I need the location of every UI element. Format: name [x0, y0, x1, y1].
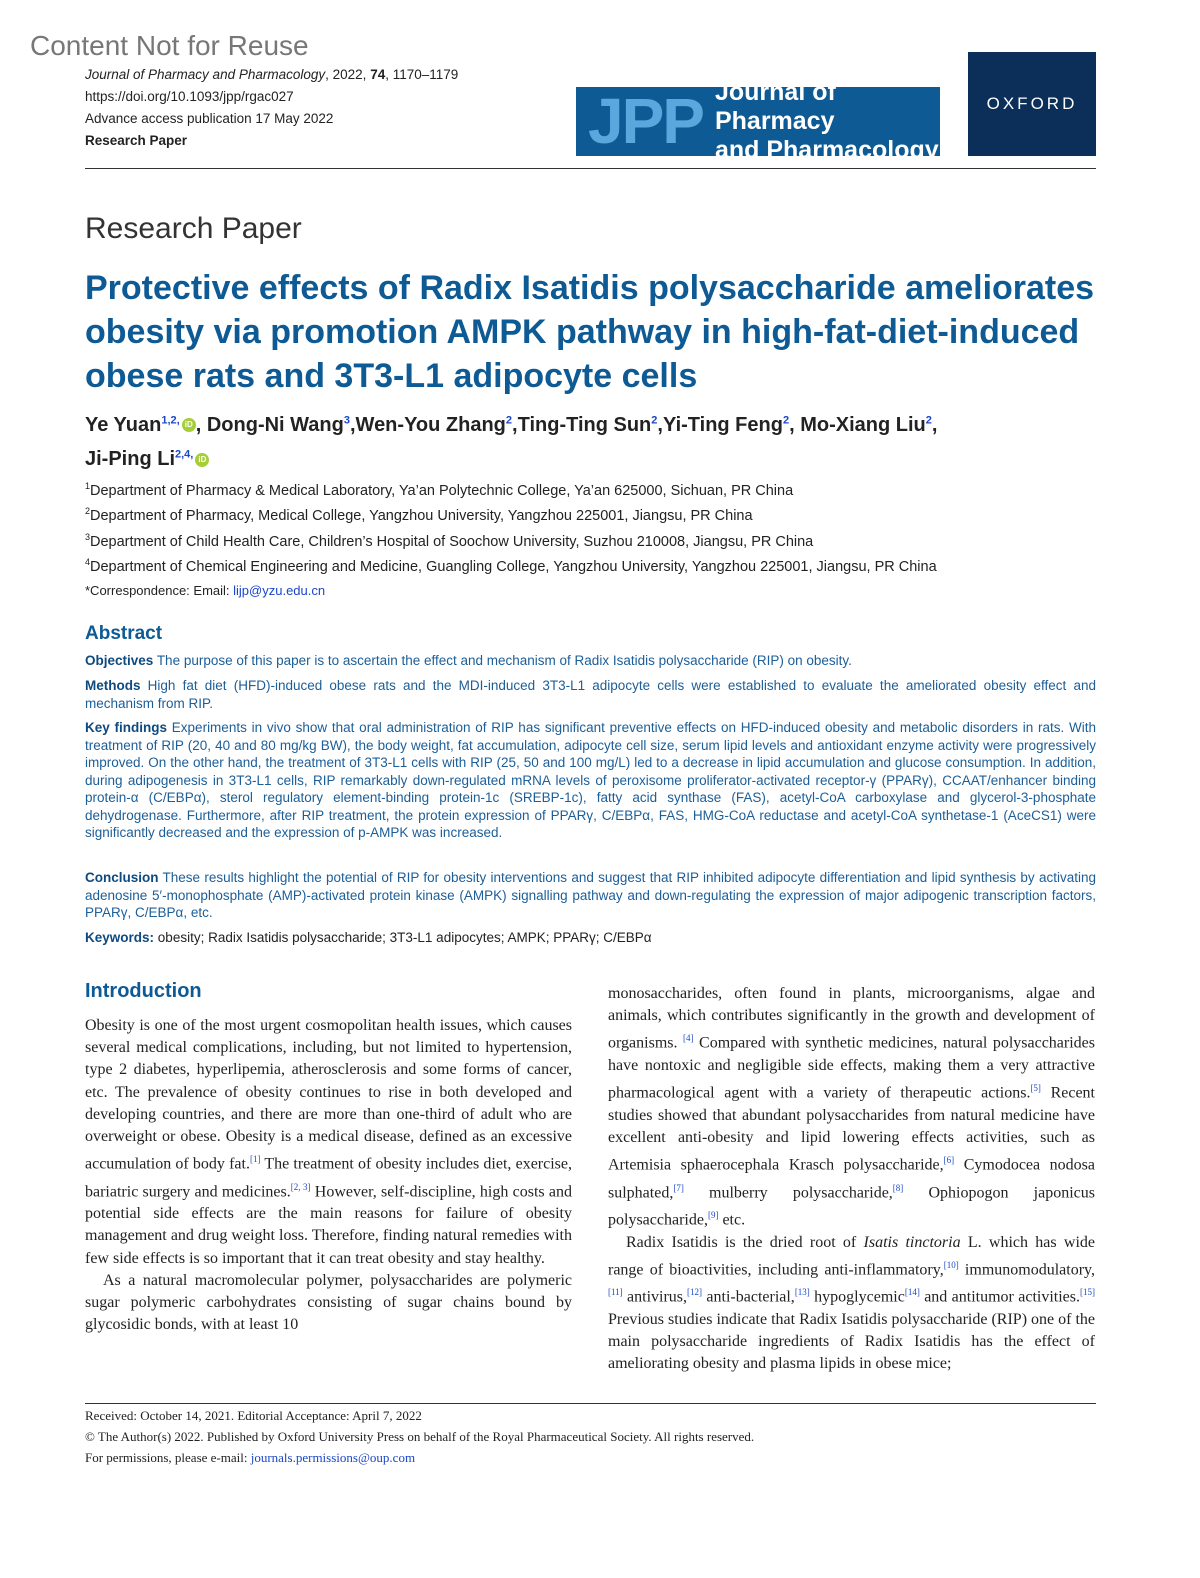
text-run: etc.: [718, 1211, 746, 1229]
article-type: Research Paper: [85, 133, 188, 148]
text-run: The treatment of obesity includes diet, exercise, bariatric surgery and medicines.: [85, 1155, 573, 1201]
footer: [85, 1405, 754, 1468]
citation-ref[interactable]: [1]: [249, 1154, 261, 1165]
abstract-heading: Abstract: [85, 623, 163, 644]
permissions-label: For permissions, please e-mail:: [85, 1450, 251, 1465]
text-run: anti-bacterial,: [702, 1288, 795, 1306]
citation-year: , 2022,: [325, 67, 371, 82]
citation: [85, 64, 458, 86]
citation-ref[interactable]: [6]: [943, 1155, 955, 1166]
author-affiliation-marker: 2: [505, 414, 513, 426]
text-run: Cymodocea nodosa sulphated,: [608, 1156, 1096, 1201]
author-name: Wen-You Zhang: [355, 413, 506, 436]
abstract-key-findings: [85, 719, 1096, 842]
affiliation-text: Department of Pharmacy, Medical College, Yangzhou University, Yangzhou 225001, Jiangsu, PR China: [90, 508, 753, 525]
citation-ref[interactable]: [14]: [904, 1287, 920, 1298]
section-label: Research Paper: [85, 212, 302, 245]
received-dates: Received: October 14, 2021. Editorial Acceptance: April 7, 2022: [85, 1408, 422, 1423]
jpp-logo[interactable]: [576, 78, 940, 164]
citation-ref[interactable]: [8]: [892, 1182, 904, 1193]
keywords-text: obesity; Radix Isatidis polysaccharide; 3T3-L1 adipocytes; AMPK; PPARγ; C/EBPα: [157, 930, 652, 945]
text-run: Obesity is one of the most urgent cosmopolitan health issues, which causes several medical complications, including, but not limited to hypertension, type 2 diabetes, hyperlipemia, atherosclerosis and some forms of cancer, etc. The prevalence of obesity continues to rise in both developed and developing countries, and there are more than one-third of adult who are overweight or obese. Obesity is a medical disease, defined as an excessive accumulation of body fat.: [85, 1017, 572, 1173]
citation-journal: Journal of Pharmacy and Pharmacology: [85, 67, 326, 82]
author-affiliation-marker: 2: [782, 414, 790, 426]
abstract-methods: [85, 677, 1096, 712]
affiliations: [85, 476, 937, 602]
citation-ref[interactable]: [9]: [707, 1210, 719, 1221]
text-run: antivirus,: [622, 1288, 688, 1306]
author-name: Yi-Ting Feng: [662, 413, 783, 436]
journal-meta: [85, 64, 458, 152]
text-run: L. which has wide range of bioactivities, including anti-inflammatory,: [608, 1233, 1096, 1279]
conclusion-label: Conclusion: [85, 870, 159, 885]
text-run: As a natural macromolecular polymer, polysaccharides are polymeric sugar polymeric carbohydrates consisting of sugar chains bound by glycosidic bonds, with at least 10: [85, 1271, 572, 1334]
author: [207, 414, 356, 436]
abstract-conclusion: [85, 869, 1096, 922]
text-run: Ophiopogon japonicus polysaccharide,: [608, 1183, 1095, 1229]
objectives-label: Objectives: [85, 653, 154, 668]
author-affiliation-marker: 1,2,: [161, 414, 180, 426]
text-run: Radix Isatidis is the dried root of: [626, 1233, 864, 1251]
italic-text: Isatis tinctoria: [863, 1233, 961, 1251]
author-separator: ,: [512, 413, 518, 436]
orcid-icon[interactable]: iD: [195, 453, 209, 467]
affiliation-list: [85, 476, 937, 577]
author: [518, 414, 663, 436]
author-name: Ji-Ping Li: [85, 448, 175, 471]
text-run: and antitumor activities.: [919, 1288, 1081, 1306]
intro-left-column: [85, 1015, 572, 1337]
intro-paragraph: [608, 1232, 1095, 1376]
oxford-logo[interactable]: OXFORD: [968, 52, 1096, 156]
affiliation: [85, 476, 937, 501]
author-list: [85, 405, 1115, 474]
text-run: immunomodulatory,: [958, 1261, 1095, 1279]
abstract-objectives: [85, 652, 1096, 670]
author-affiliation-marker: 2: [651, 414, 658, 426]
jpp-logo-name: [715, 78, 940, 165]
introduction-heading: Introduction: [85, 980, 202, 1002]
keywords-label: Keywords:: [85, 930, 155, 945]
author-separator: ,: [349, 413, 356, 436]
citation-ref[interactable]: [15]: [1080, 1287, 1096, 1298]
correspondence-email[interactable]: lijp@yzu.edu.cn: [233, 583, 326, 599]
keywords: [85, 930, 652, 945]
conclusion-text: These results highlight the potential of RIP for obesity interventions and suggest that RIP inhibited adipocyte differentiation and lipid synthesis by activating adenosine 5′-monophosphate (AMP)-activated protein kinase (AMPK) signalling pathway and down-regulating the expression of major adipogenic transcription factors, PPARγ, C/EBPα, etc.: [85, 870, 1096, 920]
key-findings-label: Key findings: [85, 720, 168, 735]
author-name: Ting-Ting Sun: [517, 413, 652, 436]
text-run: Recent studies showed that abundant polysaccharides from natural medicine have excellent anti-obesity and lipid lowering effects activities, such as Artemisia sphaerocephala Krasch polysaccharide,: [608, 1084, 1095, 1174]
author-name: Ye Yuan: [85, 413, 162, 436]
citation-ref[interactable]: [2, 3]: [290, 1181, 311, 1192]
advance-access: Advance access publication 17 May 2022: [85, 111, 334, 126]
author-separator: ,: [195, 413, 207, 436]
correspondence: [85, 581, 937, 602]
affiliation-text: Department of Pharmacy & Medical Laboratory, Ya’an Polytechnic College, Ya’an 625000, Sichuan, PR China: [90, 482, 794, 499]
text-run: mulberry polysaccharide,: [683, 1183, 893, 1201]
author-affiliation-marker: 3: [343, 414, 350, 426]
text-run: Compared with synthetic medicines, natural polysaccharides have nontoxic and negligible side effects, making them a very attractive pharmacological agent with a variety of therapeutic actions.: [608, 1034, 1096, 1102]
affiliation-text: Department of Child Health Care, Children’s Hospital of Soochow University, Suzhou 210008, Jiangsu, PR China: [90, 533, 814, 550]
methods-text: High fat diet (HFD)-induced obese rats and the MDI-induced 3T3-L1 adipocyte cells were established to evaluate the ameliorated obesity effect and mechanism from RIP.: [85, 678, 1096, 711]
text-run: Previous studies indicate that Radix Isatidis polysaccharide (RIP) one of the main polysaccharide ingredients of Radix Isatidis has the effect of ameliorating obesity and plasma lipids in obese mice;: [608, 1310, 1095, 1373]
text-run: However, self-discipline, high costs and potential side effects are the main reasons for failure of obesity management and drug weight loss. Therefore, finding natural remedies with few side effects is so important that it can treat obesity and stay healthy.: [85, 1183, 573, 1267]
author: [663, 414, 800, 436]
permissions-email[interactable]: journals.permissions@oup.com: [250, 1450, 416, 1465]
author-affiliation-marker: 2,4,: [175, 448, 194, 461]
methods-label: Methods: [85, 678, 141, 693]
jpp-logo-letters: JPP: [588, 85, 703, 157]
copyright: © The Author(s) 2022. Published by Oxford University Press on behalf of the Royal Pharmaceutical Society. All rights reserved.: [85, 1429, 755, 1444]
intro-paragraph: [608, 983, 1095, 1232]
intro-right-column: [608, 983, 1095, 1376]
correspondence-label: *Correspondence: Email:: [85, 583, 234, 599]
permissions: [85, 1447, 754, 1468]
citation-pages: , 1170–1179: [385, 67, 459, 82]
objectives-text: The purpose of this paper is to ascertain the effect and mechanism of Radix Isatidis polysaccharide (RIP) on obesity.: [156, 653, 852, 668]
author-name: Dong-Ni Wang: [206, 413, 344, 436]
author: [85, 448, 209, 470]
citation-ref[interactable]: [4]: [683, 1033, 694, 1044]
author-affiliation-marker: 2: [925, 414, 932, 426]
doi-link[interactable]: https://doi.org/10.1093/jpp/rgac027: [85, 89, 294, 104]
citation-volume: 74: [370, 67, 386, 82]
citation-ref[interactable]: [7]: [673, 1182, 684, 1193]
author-separator: ,: [789, 413, 801, 436]
affiliation: [85, 527, 937, 552]
jpp-logo-name-line2: and Pharmacology: [714, 136, 939, 164]
intro-paragraph: [85, 1015, 572, 1270]
citation-ref[interactable]: [10]: [943, 1259, 959, 1270]
citation-ref[interactable]: [13]: [794, 1287, 810, 1298]
affiliation-text: Department of Chemical Engineering and Medicine, Guangling College, Yangzhou University, Yangzhou 225001, Jiangsu, PR China: [90, 558, 937, 575]
author: [800, 414, 937, 436]
affiliation: [85, 552, 937, 577]
header-divider: [85, 168, 1096, 169]
footer-divider: [85, 1403, 1096, 1404]
affiliation-number: 4: [85, 556, 91, 567]
article-title: Protective effects of Radix Isatidis polysaccharide ameliorates obesity via promotion AMPK pathway in high-fat-diet-induced obese rats and 3T3-L1 adipocyte cells: [85, 269, 1095, 395]
affiliation: [85, 501, 937, 526]
author: [85, 414, 207, 436]
watermark: Content Not for Reuse: [30, 30, 309, 61]
key-findings-text: Experiments in vivo show that oral administration of RIP has significant preventive effects on HFD-induced obesity and metabolic disorders in rats. With treatment of RIP (20, 40 and 80 mg/kg BW), the body weight, fat accumulation, adipocyte cell size, serum lipid levels and antioxidant enzyme activity were progressively improved. On the other hand, the treatment of 3T3-L1 cells with RIP (25, 50 and 100 mg/L) led to a decrease in lipid accumulation and glucose consumption. In addition, during adipogenesis in 3T3-L1 cells, RIP remarkably down-regulated mRNA levels of peroxisome proliferator-activated receptor-γ (PPARγ), CCAAT/enhancer binding protein-α (C/EBPα), sterol regulatory element-binding protein-1c (SREBP-1c), fatty acid synthase (FAS), acetyl-CoA carboxylase and glycerol-3-phosphate dehydrogenase. Furthermore, after RIP treatment, the protein expression of PPARγ, C/EBPα, FAS, HMG-CoA reductase and acetyl-CoA synthetase-1 (AceCS1) were significantly decreased and the expression of p-AMPK was increased.: [85, 720, 1096, 840]
citation-ref[interactable]: [5]: [1030, 1083, 1041, 1094]
affiliation-number: 1: [85, 481, 91, 491]
text-run: monosaccharides, often found in plants, microorganisms, algae and animals, which contributes significantly in the growth and development of organisms.: [608, 985, 1095, 1052]
intro-paragraph: [85, 1270, 572, 1337]
author-separator: ,: [657, 413, 663, 436]
orcid-icon[interactable]: iD: [182, 418, 196, 432]
citation-ref[interactable]: [12]: [687, 1287, 703, 1298]
text-run: hypoglycemic: [809, 1288, 905, 1306]
affiliation-number: 3: [85, 531, 91, 542]
affiliation-number: 2: [85, 506, 91, 517]
jpp-logo-name-line1: Journal of Pharmacy: [714, 78, 836, 135]
citation-ref[interactable]: [11]: [608, 1287, 623, 1298]
author-separator: ,: [931, 413, 938, 436]
author: [356, 414, 518, 436]
author-name: Mo-Xiang Liu: [800, 413, 926, 436]
